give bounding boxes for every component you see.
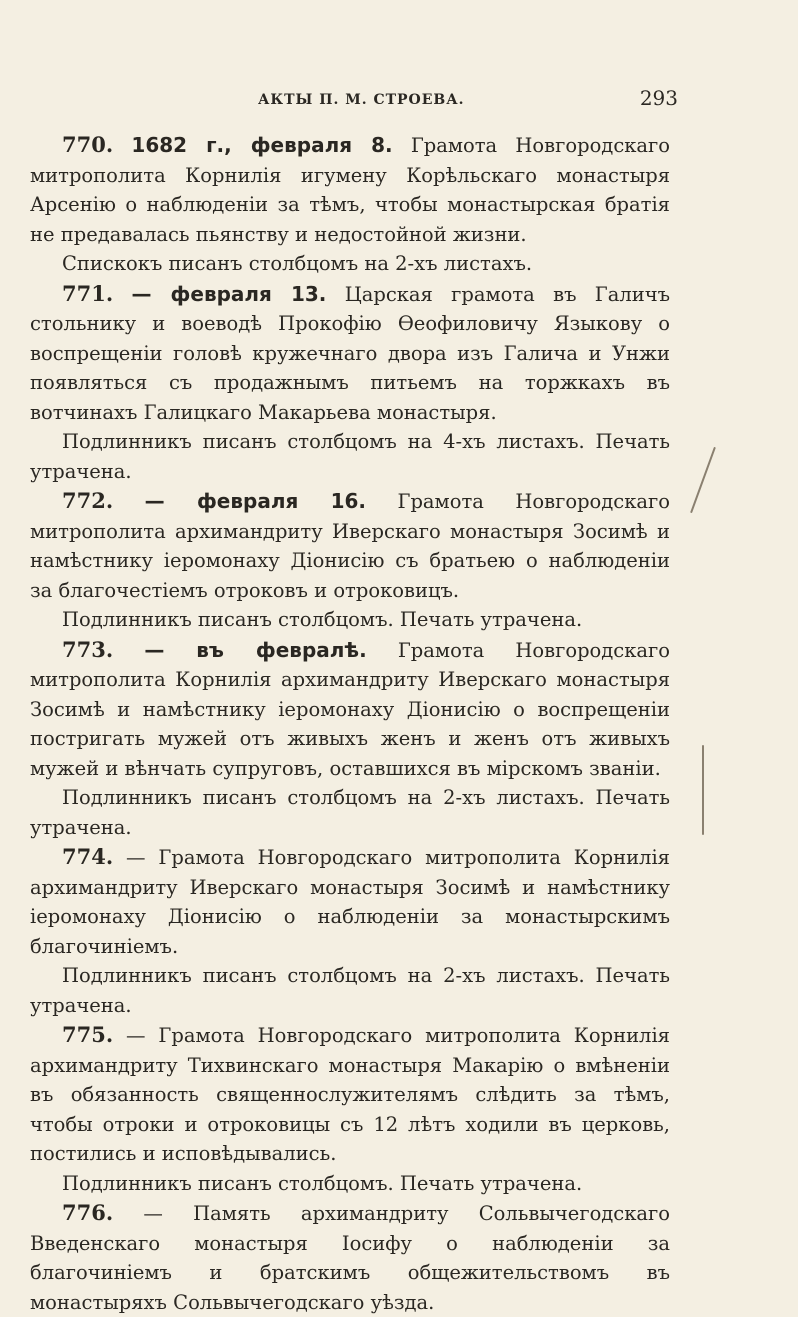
entry-body: — Память архимандриту Сольвычегодскаго Введенскаго монастыря Іосифу о наблюденіи за благочиніемъ и братскимъ общежительствомъ въ монастыряхъ Сольвычегодскаго уѣзда.	[30, 1202, 670, 1314]
entry-number: 770.	[62, 132, 114, 157]
entry-note: Подлинникъ писанъ столбцомъ на 2-хъ листахъ. Печать утрачена.	[30, 964, 670, 1017]
entry-note: Подлинникъ писанъ столбцомъ на 4-хъ листахъ. Печать утрачена.	[30, 430, 670, 483]
entry-number: 773.	[62, 636, 114, 662]
entry-771	[30, 279, 670, 487]
entry-body: Грамота Новгородскаго митрополита архимандриту Иверскаго монастыря Зосимѣ и намѣстнику іеромонаху Діонисію съ братьею о наблюденіи за благочестіемъ отроковъ и отроковицъ.	[30, 490, 670, 602]
running-title: АКТЫ П. М. СТРОЕВА.	[258, 92, 465, 108]
entry-paragraph	[30, 635, 670, 784]
entry-775	[30, 1020, 670, 1198]
page-number: 293	[639, 86, 678, 110]
entry-number: 775.	[62, 1022, 114, 1047]
entry-paragraph	[30, 279, 670, 428]
entry-paragraph	[30, 1198, 670, 1317]
entry-paragraph	[30, 486, 670, 605]
entry-number: 776.	[62, 1200, 114, 1225]
entry-paragraph	[30, 130, 670, 249]
entry-773	[30, 635, 670, 843]
entry-paragraph	[30, 842, 670, 961]
entry-date: 1682 г., февраля 8.	[131, 133, 393, 157]
entry-note: Подлинникъ писанъ столбцомъ. Печать утрачена.	[62, 1171, 583, 1195]
page-header	[0, 84, 798, 114]
entry-number: 774.	[62, 844, 114, 869]
page-text	[30, 130, 670, 1317]
entry-772	[30, 486, 670, 635]
entry-body: — Грамота Новгородскаго митрополита Корнилія архимандриту Иверскаго монастыря Зосимѣ и намѣстнику іеромонаху Діонисію о наблюденіи за монастырскимъ благочиніемъ.	[30, 846, 670, 958]
entry-774	[30, 842, 670, 1020]
entry-note: Подлинникъ писанъ столбцомъ. Печать утрачена.	[62, 608, 583, 631]
entry-number: 772.	[62, 488, 114, 513]
entry-body: — Грамота Новгородскаго митрополита Корнилія архимандриту Тихвинскаго монастыря Макарію о вмѣненіи въ обязанность священнослужителямъ слѣдить за тѣмъ, чтобы отроки и отроковицы съ 12 лѣтъ ходили въ церковь, постились и исповѣдывались.	[30, 1024, 670, 1165]
entry-776	[30, 1198, 670, 1317]
entry-note: Спискокъ писанъ столбцомъ на 2-хъ листахъ.	[62, 252, 533, 275]
entry-date: — февраля 13.	[131, 281, 327, 306]
entry-body: Грамота Новгородскаго митрополита Корнилія архимандриту Иверскаго монастыря Зосимѣ и намѣстнику іеромонаху Діонисію о воспрещеніи постригать мужей отъ живыхъ женъ и женъ отъ живыхъ мужей и вѣнчать супруговъ, оставшихся въ мірскомъ званіи.	[30, 638, 670, 780]
entry-body: Грамота Новгородскаго митрополита Корнилія игумену Корѣльскаго монастыря Арсенію о наблюденіи за тѣмъ, чтобы монастырская братія не предавалась пьянству и недостойной жизни.	[30, 134, 671, 246]
entry-number: 771.	[62, 280, 114, 306]
entry-note: Подлинникъ писанъ столбцомъ на 2-хъ листахъ. Печать утрачена.	[30, 786, 670, 839]
margin-pencil-mark	[690, 447, 716, 513]
entry-paragraph	[30, 1020, 670, 1169]
entry-770	[30, 130, 670, 279]
entry-date: — въ февралѣ.	[144, 637, 367, 662]
entry-body: Царская грамота въ Галичъ стольнику и воеводѣ Прокофію Ѳеофиловичу Языкову о воспрещеніи головѣ кружечнаго двора изъ Галича и Унжи появляться съ продажнымъ питьемъ на торжкахъ въ вотчинахъ Галицкаго Макарьева монастыря.	[30, 282, 671, 424]
margin-pencil-mark	[702, 745, 704, 835]
entry-date: — февраля 16.	[144, 489, 367, 513]
